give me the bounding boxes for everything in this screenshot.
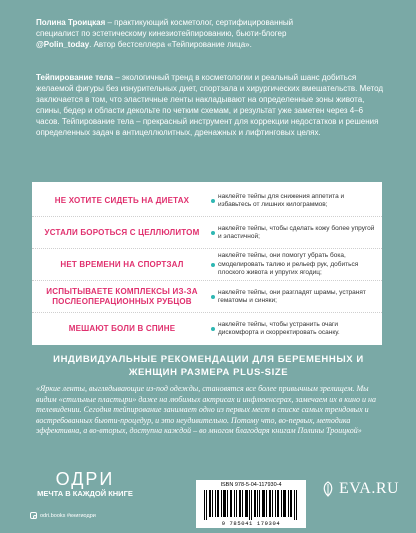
subheading: ИНДИВИДУАЛЬНЫЕ РЕКОМЕНДАЦИИ ДЛЯ БЕРЕМЕННЫХ И ЖЕНЩИН РАЗМЕРА PLUS-SIZE [53,354,364,378]
publisher-logo [30,470,140,499]
bullet-dot [211,327,215,331]
isbn-label: ISBN 978-5-04-117930-4 [220,482,282,488]
publisher-name: ОДРИ [55,469,115,489]
review-quote: «Яркие ленты, выглядывающие из-под одежды, становятся все более привычным зрелищем. Мы видим «стильные пластыри» даже на любимых актрисах и инфлюенсерах, замечаем их в кино и на телевидении. Сегодня тейпирование занимает одно из первых мест в списке самых трендовых и востребованных бьюти-процедур, и это неудивительно. Потому что, во-первых, методика эффективна, а во-вторых, доступна каждой – во многом благодаря книгам Полины Троицкой» [36,384,376,435]
instagram-icon [30,512,37,519]
taping-description [36,72,386,138]
author-bio-line3: . Автор бестселлера «Тейпирование лица». [89,40,252,49]
isbn-digits: 9 785041 179304 [221,520,281,527]
problem-row [32,218,382,249]
author-bio [36,17,386,50]
author-bio-line2: специалист по эстетическому кинезиотейпированию, бьюти-блогер [36,29,287,38]
problem-row [32,314,382,344]
problem-label: МЕШАЮТ БОЛИ В СПИНЕ [68,324,176,333]
barcode-icon [204,490,298,520]
leaf-icon [320,481,336,497]
publisher-social-text: odri.books #книгиодри [40,512,96,519]
eva-text: EVA.RU [339,480,400,497]
author-bio-line1: – практикующий косметолог, сертифицированный [105,18,294,27]
taping-title: Тейпирование тела [36,73,113,82]
problem-label: УСТАЛИ БОРОТЬСЯ С ЦЕЛЛЮЛИТОМ [44,228,200,237]
solution-text: наклейте тейпы, они помогут убрать бока, смоделировать талию и рельеф рук, добиться плоского живота и упругих ягодиц; [218,252,359,277]
problem-row [32,186,382,217]
taping-text: – экологичный тренд в косметологии и реальный шанс добиться желаемой фигуры без изнурительных диет, спортзала и хирургических вмешательств. Метод заключается в том, что эластичные ленты накладывают на определенные зоны живота, спины, бедер и области декольте по четким схемам, и результат уже заметен через 4–6 часов. Тейпирование тела – прекрасный инструмент для коррекции недостатков и решения определенных задач в антицеллюлитных, дренажных и лифтинговых целях. [36,73,384,137]
publisher-tagline: МЕЧТА В КАЖДОЙ КНИГЕ [37,489,133,498]
bullet-dot [211,263,215,267]
solution-text: наклейте тейпы, чтобы устранить очаги дискомфорта и скорректировать осанку. [218,320,340,336]
bullet-dot [211,231,215,235]
problem-label: НЕ ХОТИТЕ СИДЕТЬ НА ДИЕТАХ [54,196,190,205]
isbn-barcode-box [196,480,306,528]
solution-text: наклейте тейпы для снижения аппетита и избавьтесь от лишних килограммов; [218,192,345,208]
bullet-dot [211,295,215,299]
solution-text: наклейте тейпы, чтобы сделать кожу более упругой и эластичной; [218,224,375,240]
problem-label: ИСПЫТЫВАЕТЕ КОМПЛЕКСЫ ИЗ-ЗА ПОСЛЕОПЕРАЦИОННЫХ РУБЦОВ [46,287,198,306]
problem-row [32,250,382,281]
author-name: Полина Троицкая [36,18,106,27]
eva-logo [320,480,399,498]
problem-row [32,282,382,313]
solution-text: наклейте тейпы, они разгладят шрамы, устранят гематомы и синяки; [218,288,366,304]
problem-label: НЕТ ВРЕМЕНИ НА СПОРТЗАЛ [60,260,184,269]
author-handle: @Polin_today [36,40,90,49]
bullet-dot [211,199,215,203]
publisher-social [30,512,170,519]
problems-table [32,182,382,345]
